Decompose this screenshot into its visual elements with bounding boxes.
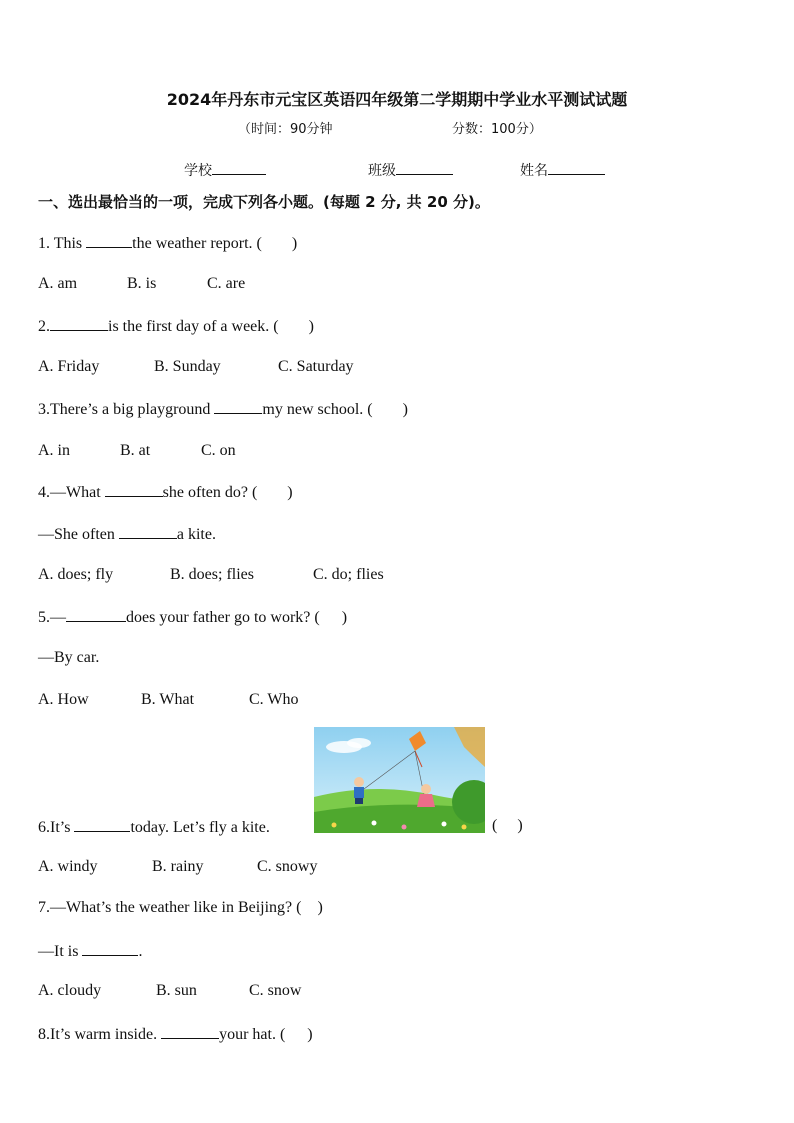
exam-score: 分数：100分）	[452, 122, 542, 137]
q6-answer-paren[interactable]	[492, 817, 523, 835]
class-field[interactable]	[368, 160, 453, 180]
q2-text-start: 2.	[38, 318, 50, 335]
school-blank[interactable]	[212, 160, 266, 175]
q5-option-a[interactable]: A. How	[38, 691, 89, 708]
question-2	[38, 316, 314, 336]
q3-paren-close: )	[402, 401, 408, 418]
q1-answer-blank[interactable]	[86, 233, 132, 248]
q4-answer-blank[interactable]	[105, 482, 163, 497]
question-4-reply	[38, 524, 216, 544]
q5-text-start: 5.—	[38, 609, 66, 626]
q7-paren-close: )	[317, 899, 323, 916]
q6-options	[38, 858, 317, 876]
q4-option-a[interactable]: A. does; fly	[38, 566, 114, 583]
question-8	[38, 1024, 313, 1044]
q2-options	[38, 358, 354, 376]
q6-paren-close: )	[517, 817, 523, 834]
q5-option-c[interactable]: C. Who	[249, 691, 299, 708]
q6-option-b[interactable]: B. rainy	[152, 858, 204, 875]
q6-answer-blank[interactable]	[74, 817, 130, 832]
q1-options	[38, 275, 245, 293]
q4-option-c[interactable]: C. do; flies	[313, 566, 384, 583]
q2-text-end: is the first day of a week. (	[108, 318, 279, 335]
q3-options	[38, 442, 236, 460]
q4-option-b[interactable]: B. does; flies	[170, 566, 254, 583]
q6-option-a[interactable]: A. windy	[38, 858, 98, 875]
q4-reply-blank[interactable]	[119, 524, 177, 539]
q8-paren-close: )	[307, 1026, 313, 1043]
question-1	[38, 233, 297, 253]
q7-text: 7.—What’s the weather like in Beijing? (	[38, 899, 302, 916]
class-label: 班级	[368, 163, 396, 179]
q7-reply-start: —It is	[38, 943, 79, 960]
q8-answer-blank[interactable]	[161, 1024, 219, 1039]
q1-text-start: 1. This	[38, 235, 83, 252]
school-label: 学校	[184, 163, 212, 179]
q4-text-start: 4.—What	[38, 484, 101, 501]
q5-reply: —By car.	[38, 649, 100, 666]
q2-option-c[interactable]: C. Saturday	[278, 358, 354, 375]
q4-paren-close: )	[287, 484, 293, 501]
q4-text-end: she often do? (	[162, 484, 258, 501]
q8-text-end: your hat. (	[219, 1026, 286, 1043]
section-heading: 一、选出最恰当的一项，完成下列各小题。(每题 2 分, 共 20 分)。	[38, 193, 490, 211]
q7-options	[38, 982, 301, 1000]
school-field[interactable]	[184, 160, 266, 180]
q5-text-end: does your father go to work? (	[126, 609, 320, 626]
q1-option-c[interactable]: C. are	[207, 275, 246, 292]
q5-paren-close: )	[341, 609, 348, 626]
q4-reply-end: a kite.	[176, 526, 216, 543]
name-blank[interactable]	[548, 160, 605, 175]
q5-option-b[interactable]: B. What	[141, 691, 195, 708]
q2-answer-blank[interactable]	[50, 316, 108, 331]
q1-option-b[interactable]: B. is	[127, 275, 157, 292]
kite-flying-illustration	[314, 727, 485, 833]
q1-option-a[interactable]: A. am	[38, 275, 78, 292]
q6-text-end: today. Let’s fly a kite.	[130, 819, 270, 836]
q7-reply-blank[interactable]	[82, 941, 138, 956]
q3-answer-blank[interactable]	[214, 399, 262, 414]
q3-option-a[interactable]: A. in	[38, 442, 70, 459]
q6-option-c[interactable]: C. snowy	[257, 858, 318, 875]
q6-paren-open: (	[492, 817, 498, 834]
q3-text-end: my new school. (	[262, 401, 373, 418]
q8-text-start: 8.It’s warm inside.	[38, 1026, 158, 1043]
exam-time: （时间：90分钟	[238, 122, 333, 137]
name-label: 姓名	[520, 163, 548, 179]
q3-option-b[interactable]: B. at	[120, 442, 151, 459]
q3-text-start: 3.There’s a big playground	[38, 401, 211, 418]
name-field[interactable]	[520, 160, 605, 180]
q4-reply-start: —She often	[38, 526, 115, 543]
q1-text-end: the weather report. (	[132, 235, 262, 252]
question-5-reply	[38, 649, 99, 667]
question-7-reply	[38, 941, 142, 961]
question-5	[38, 607, 347, 627]
q7-reply-end: .	[138, 943, 143, 960]
q6-text-start: 6.It’s	[38, 819, 71, 836]
question-3	[38, 399, 408, 419]
question-4	[38, 482, 293, 502]
q4-options	[38, 566, 384, 584]
q2-paren-close: )	[308, 318, 314, 335]
question-6	[38, 817, 270, 837]
q2-option-b[interactable]: B. Sunday	[154, 358, 221, 375]
q1-paren-close: )	[291, 235, 298, 252]
page-title: 2024年丹东市元宝区英语四年级第二学期期中学业水平测试试题	[166, 90, 628, 109]
q5-options	[38, 691, 298, 709]
q7-option-b[interactable]: B. sun	[156, 982, 197, 999]
q5-answer-blank[interactable]	[66, 607, 126, 622]
q3-option-c[interactable]: C. on	[201, 442, 236, 459]
q2-option-a[interactable]: A. Friday	[38, 358, 100, 375]
question-7	[38, 899, 323, 917]
q7-option-c[interactable]: C. snow	[249, 982, 302, 999]
class-blank[interactable]	[396, 160, 453, 175]
q7-option-a[interactable]: A. cloudy	[38, 982, 102, 999]
